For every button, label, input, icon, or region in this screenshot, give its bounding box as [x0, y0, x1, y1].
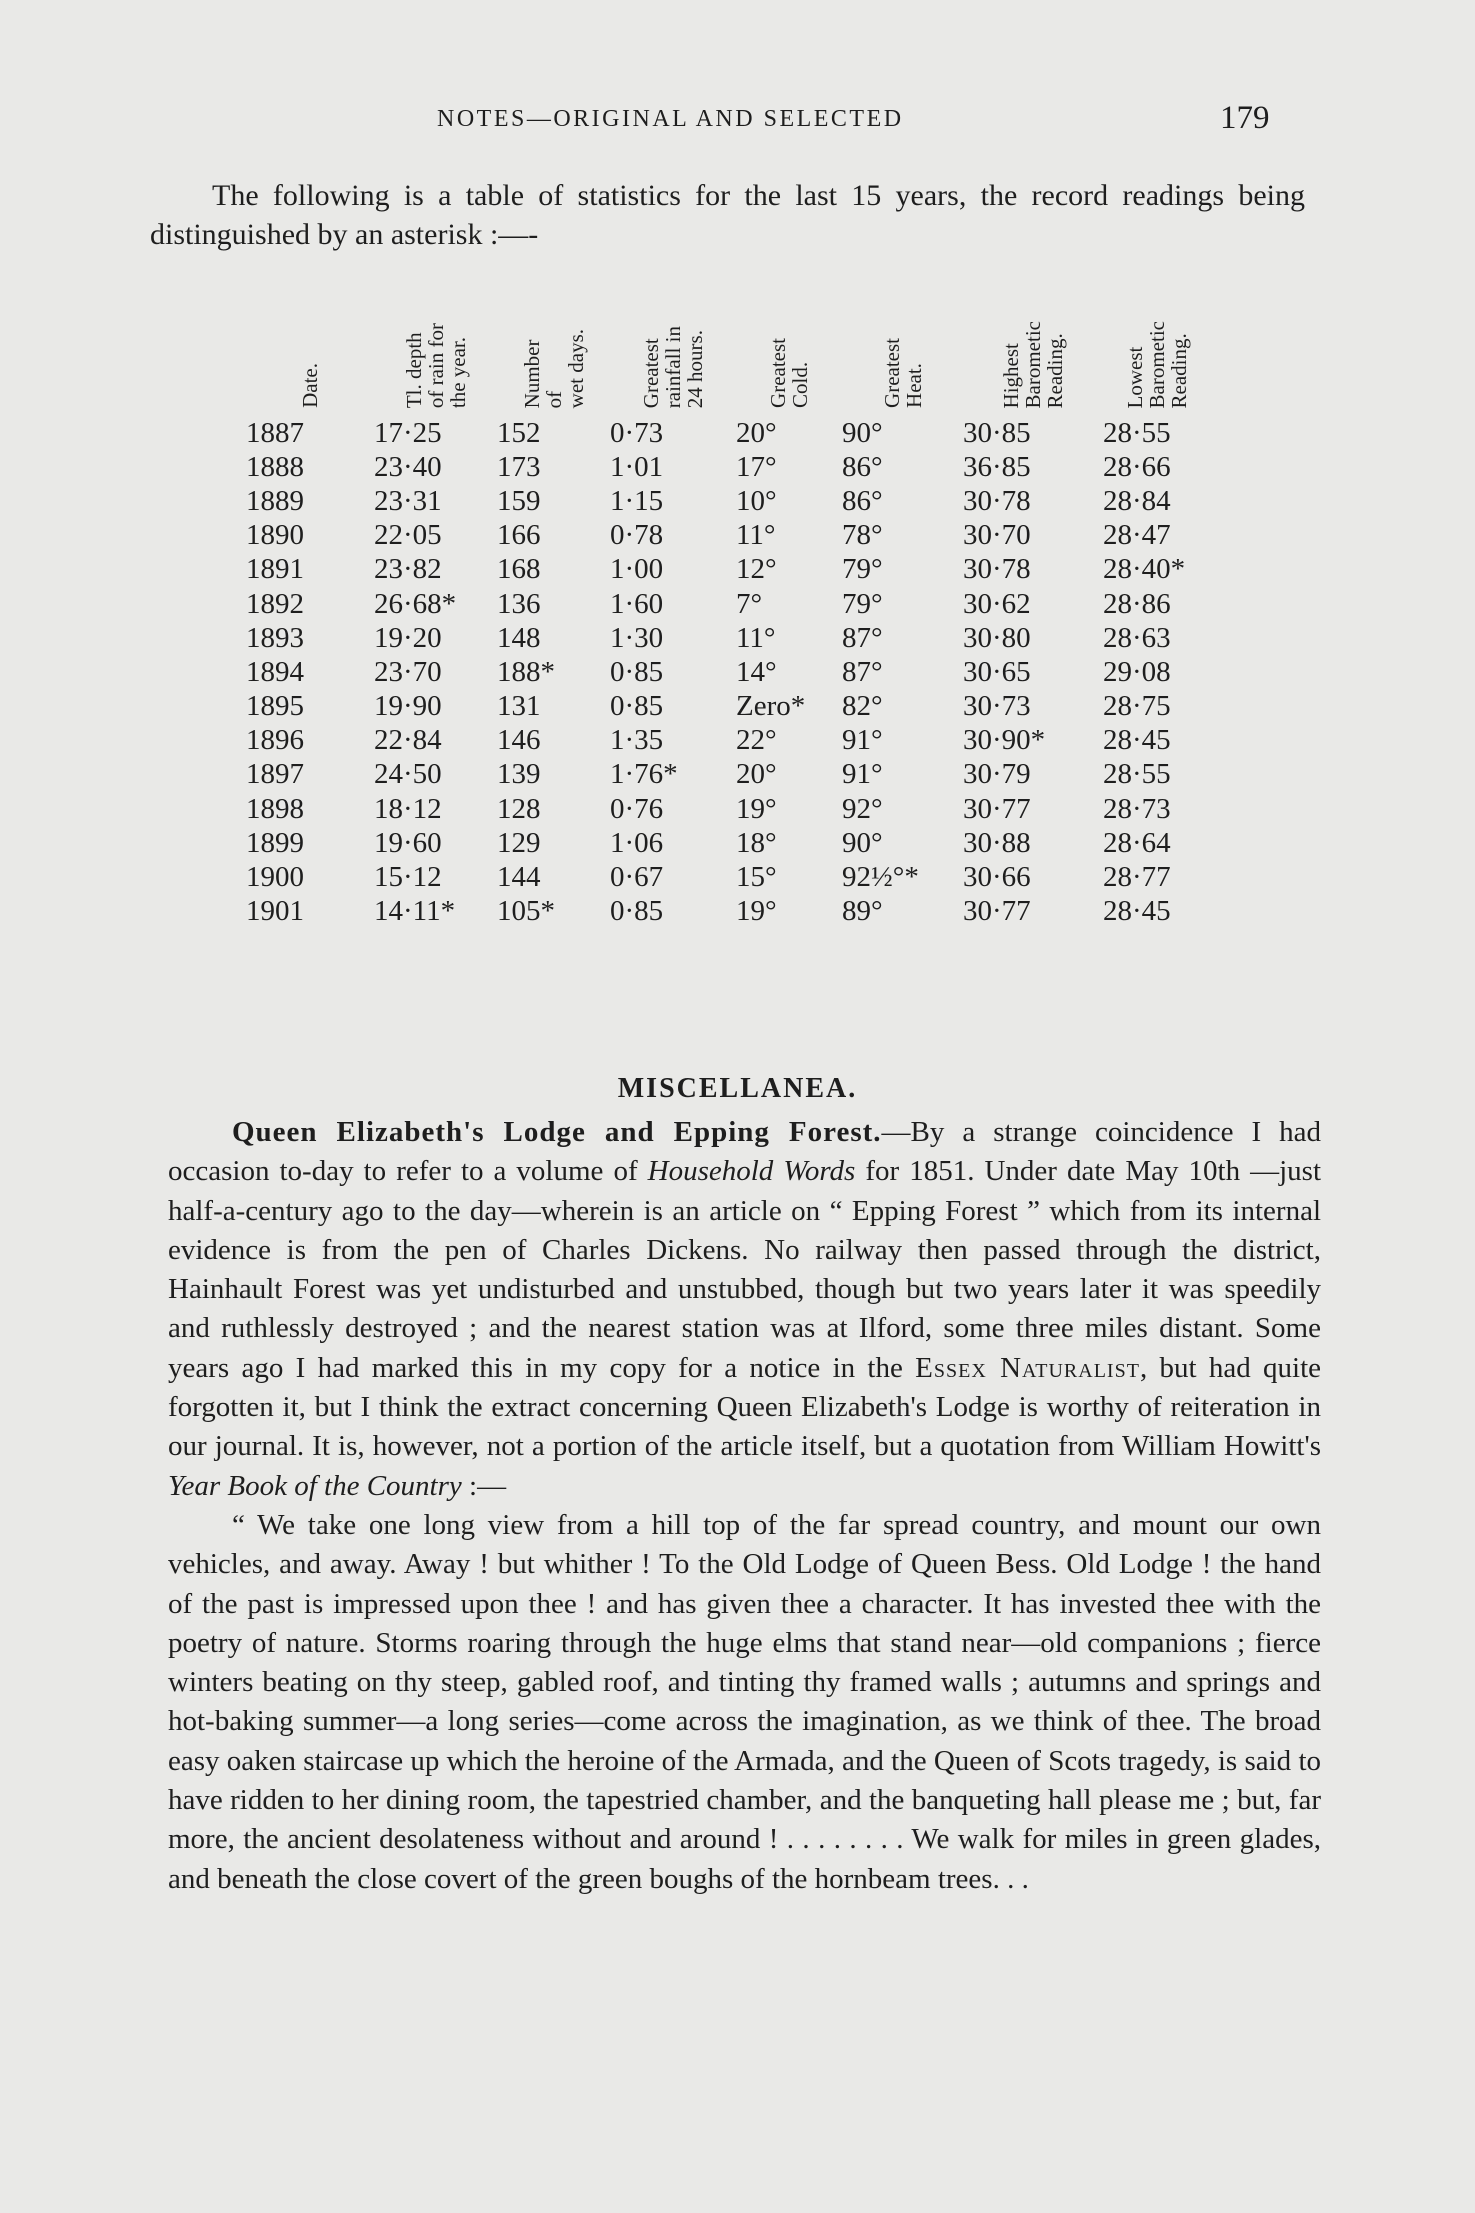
column-header-label: Date.: [298, 363, 322, 408]
table-cell: 188*: [497, 655, 555, 688]
table-cell: 17·25: [374, 416, 442, 449]
row-year: 1894: [246, 655, 304, 688]
italic-title: Household Words: [647, 1155, 856, 1188]
table-cell: 1·60: [610, 587, 664, 620]
table-cell: 28·75: [1103, 690, 1171, 723]
table-cell: 24·50: [374, 758, 442, 791]
table-cell: 79°: [842, 587, 883, 620]
table-cell: 30·62: [963, 587, 1031, 620]
table-cell: 30·90*: [963, 724, 1046, 757]
table-cell: 0·85: [610, 690, 664, 723]
table-cell: 89°: [842, 895, 883, 928]
table-cell: 28·40*: [1103, 553, 1186, 586]
table-cell: 1·30: [610, 621, 664, 654]
column-header: [963, 268, 1103, 416]
table-cell: 20°: [736, 416, 777, 449]
column-header: [246, 268, 374, 416]
table-cell: 22°: [736, 724, 777, 757]
table-row: [246, 416, 1211, 450]
table-row: [246, 655, 1211, 689]
column-header: [374, 268, 497, 416]
table-cell: 90°: [842, 416, 883, 449]
table-cell: 87°: [842, 655, 883, 688]
table-row: [246, 895, 1211, 929]
table-cell: 90°: [842, 826, 883, 859]
table-cell: 168: [497, 553, 541, 586]
column-header-label: Greatest Cold.: [766, 338, 812, 408]
table-cell: 0·78: [610, 519, 664, 552]
table-cell: 19·20: [374, 621, 442, 654]
paragraph-text: —By a strange coincidence I had occasion to-day to refer to a volume of: [168, 1116, 1321, 1188]
table-cell: 0·73: [610, 416, 664, 449]
table-cell: 30·70: [963, 519, 1031, 552]
table-cell: 1·01: [610, 450, 664, 483]
table-row: [246, 690, 1211, 724]
table-body: [246, 416, 1211, 929]
row-year: 1889: [246, 484, 304, 517]
table-cell: 1·06: [610, 826, 664, 859]
table-cell: 139: [497, 758, 541, 791]
quotation-paragraph: “ We take one long view from a hill top of the far spread country, and mount our own vehicles, and away. Away ! but whither ! To the Old Lodge of Queen Bess. Old Lodge ! the hand of the past is impressed upon thee ! and has given thee a character. It has invested thee with the poetry of nature. Storms roaring through the huge elms that stand near—old companions ; fierce winters beating on thy steep, gabled roof, and tinting thy framed walls ; autumns and springs and hot-baking summer—a long series—come across the imagination, as we think of thee. The broad easy oaken staircase up which the heroine of the Armada, and the Queen of Scots tragedy, is said to have ridden to her dining room, the tapestried chamber, and the banqueting hall please me ; but, far more, the ancient desolateness without and around ! . . . . . . . . We walk for miles in green glades, and beneath the close covert of the green boughs of the hornbeam trees. . .: [168, 1508, 1321, 1895]
table-row: [246, 587, 1211, 621]
table-cell: 12°: [736, 553, 777, 586]
table-row: [246, 553, 1211, 587]
table-cell: 91°: [842, 724, 883, 757]
table-cell: 30·85: [963, 416, 1031, 449]
table-cell: 30·65: [963, 655, 1031, 688]
table-cell: 30·66: [963, 861, 1031, 894]
row-year: 1892: [246, 587, 304, 620]
table-cell: 0·67: [610, 861, 664, 894]
table-cell: 87°: [842, 621, 883, 654]
table-cell: 0·85: [610, 895, 664, 928]
table-cell: 159: [497, 484, 541, 517]
table-cell: 22·05: [374, 519, 442, 552]
table-cell: 23·82: [374, 553, 442, 586]
table-cell: 26·68*: [374, 587, 457, 620]
table-cell: 30·73: [963, 690, 1031, 723]
table-cell: 23·40: [374, 450, 442, 483]
table-cell: 78°: [842, 519, 883, 552]
table-cell: Zero*: [736, 690, 806, 723]
table-cell: 129: [497, 826, 541, 859]
table-cell: 17°: [736, 450, 777, 483]
table-cell: 105*: [497, 895, 555, 928]
table-cell: 0·76: [610, 792, 664, 825]
article-body: [168, 1113, 1321, 1899]
table-cell: 30·78: [963, 484, 1031, 517]
table-cell: 28·86: [1103, 587, 1171, 620]
table-cell: 91°: [842, 758, 883, 791]
statistics-table: [246, 268, 1211, 929]
table-cell: 18·12: [374, 792, 442, 825]
table-cell: 28·66: [1103, 450, 1171, 483]
table-cell: 28·55: [1103, 758, 1171, 791]
italic-title: Year Book of the Country: [168, 1469, 462, 1502]
row-year: 1897: [246, 758, 304, 791]
column-header-label: Lowest Barometic Reading.: [1123, 320, 1191, 408]
table-cell: 28·73: [1103, 792, 1171, 825]
section-title: MISCELLANEA.: [617, 1073, 858, 1104]
table-row: [246, 724, 1211, 758]
table-cell: 22·84: [374, 724, 442, 757]
table-row: [246, 860, 1211, 894]
paragraph-text: for 1851. Under date May 10th —just half-a-century ago to the day—wherein is an article on “ Epping Forest ” which from its internal evidence is from the pen of Charles Dickens. No railway then passed through the district, Hainhault Forest was yet undisturbed and unstubbed, though but two years later it was speedily and ruthlessly destroyed ; and the nearest station was at Ilford, some three miles distant. Some years ago I had marked this in my copy for a notice in the: [168, 1155, 1321, 1384]
table-cell: 15·12: [374, 861, 442, 894]
table-cell: 28·64: [1103, 826, 1171, 859]
table-cell: 19°: [736, 792, 777, 825]
table-cell: 14°: [736, 655, 777, 688]
table-cell: 7°: [736, 587, 763, 620]
column-header: [736, 268, 842, 416]
row-year: 1891: [246, 553, 304, 586]
table-cell: 86°: [842, 450, 883, 483]
table-header-row: [246, 268, 1211, 416]
row-year: 1901: [246, 895, 304, 928]
column-header-label: Tl. depth of rain for the year.: [401, 322, 470, 408]
column-header: [497, 268, 610, 416]
row-year: 1887: [246, 416, 304, 449]
table-cell: 148: [497, 621, 541, 654]
table-cell: 10°: [736, 484, 777, 517]
table-cell: 92½°*: [842, 861, 919, 894]
table-cell: 166: [497, 519, 541, 552]
table-row: [246, 519, 1211, 553]
table-cell: 11°: [736, 519, 776, 552]
table-cell: 28·84: [1103, 484, 1171, 517]
table-cell: 30·78: [963, 553, 1031, 586]
column-header-label: Greatest Heat.: [879, 338, 926, 408]
row-year: 1900: [246, 861, 304, 894]
table-cell: 82°: [842, 690, 883, 723]
table-cell: 173: [497, 450, 541, 483]
row-year: 1896: [246, 724, 304, 757]
table-row: [246, 484, 1211, 518]
table-cell: 30·77: [963, 895, 1031, 928]
intro-text: The following is a table of statistics for the last 15 years, the record readings being distinguished by an asterisk :—-: [150, 179, 1305, 251]
table-row: [246, 621, 1211, 655]
column-header-label: Number of wet days.: [519, 328, 588, 408]
table-cell: 30·80: [963, 621, 1031, 654]
table-cell: 36·85: [963, 450, 1031, 483]
column-header: [1103, 268, 1211, 416]
table-cell: 136: [497, 587, 541, 620]
table-cell: 18°: [736, 826, 777, 859]
running-title: NOTES—ORIGINAL AND SELECTED: [437, 106, 904, 132]
column-header: [842, 268, 963, 416]
table-cell: 23·70: [374, 655, 442, 688]
table-cell: 28·55: [1103, 416, 1171, 449]
table-row: [246, 758, 1211, 792]
table-cell: 29·08: [1103, 655, 1171, 688]
table-cell: 30·88: [963, 826, 1031, 859]
row-year: 1893: [246, 621, 304, 654]
paragraph-text: , but had quite forgotten it, but I think the extract concerning Queen Elizabeth's Lodge is worthy of reiteration in our journal. It is, however, not a portion of the article itself, but a quotation from William Howitt's: [168, 1351, 1322, 1463]
table-cell: 30·77: [963, 792, 1031, 825]
table-cell: 0·85: [610, 655, 664, 688]
article-paragraph: [168, 1113, 1321, 1506]
table-cell: 1·00: [610, 553, 664, 586]
column-header-label: Greatest rainfall in 24 hours.: [639, 325, 707, 408]
table-cell: 19·90: [374, 690, 442, 723]
table-cell: 86°: [842, 484, 883, 517]
table-cell: 92°: [842, 792, 883, 825]
table-cell: 30·79: [963, 758, 1031, 791]
row-year: 1898: [246, 792, 304, 825]
paragraph-text: :—: [461, 1469, 507, 1502]
table-cell: 19°: [736, 895, 777, 928]
table-cell: 146: [497, 724, 541, 757]
row-year: 1895: [246, 690, 304, 723]
table-row: [246, 826, 1211, 860]
table-cell: 152: [497, 416, 541, 449]
table-cell: 144: [497, 861, 541, 894]
table-cell: 1·15: [610, 484, 664, 517]
intro-paragraph: [150, 176, 1305, 254]
journal-name: Essex Naturalist: [915, 1351, 1140, 1384]
column-header: [610, 268, 736, 416]
table-cell: 1·35: [610, 724, 664, 757]
table-cell: 20°: [736, 758, 777, 791]
row-year: 1888: [246, 450, 304, 483]
table-cell: 28·45: [1103, 724, 1171, 757]
table-cell: 28·63: [1103, 621, 1171, 654]
table-cell: 28·77: [1103, 861, 1171, 894]
table-cell: 15°: [736, 861, 777, 894]
table-cell: 128: [497, 792, 541, 825]
article-heading: Queen Elizabeth's Lodge and Epping Forest.: [232, 1116, 882, 1148]
row-year: 1890: [246, 519, 304, 552]
column-header-label: Highest Barometic Reading.: [999, 320, 1067, 408]
table-cell: 28·45: [1103, 895, 1171, 928]
table-cell: 28·47: [1103, 519, 1171, 552]
page-number: 179: [1220, 100, 1270, 136]
row-year: 1899: [246, 826, 304, 859]
table-row: [246, 792, 1211, 826]
table-cell: 23·31: [374, 484, 442, 517]
table-cell: 1·76*: [610, 758, 678, 791]
table-cell: 131: [497, 690, 541, 723]
table-cell: 14·11*: [374, 895, 456, 928]
table-row: [246, 450, 1211, 484]
table-cell: 19·60: [374, 826, 442, 859]
table-cell: 79°: [842, 553, 883, 586]
table-cell: 11°: [736, 621, 776, 654]
